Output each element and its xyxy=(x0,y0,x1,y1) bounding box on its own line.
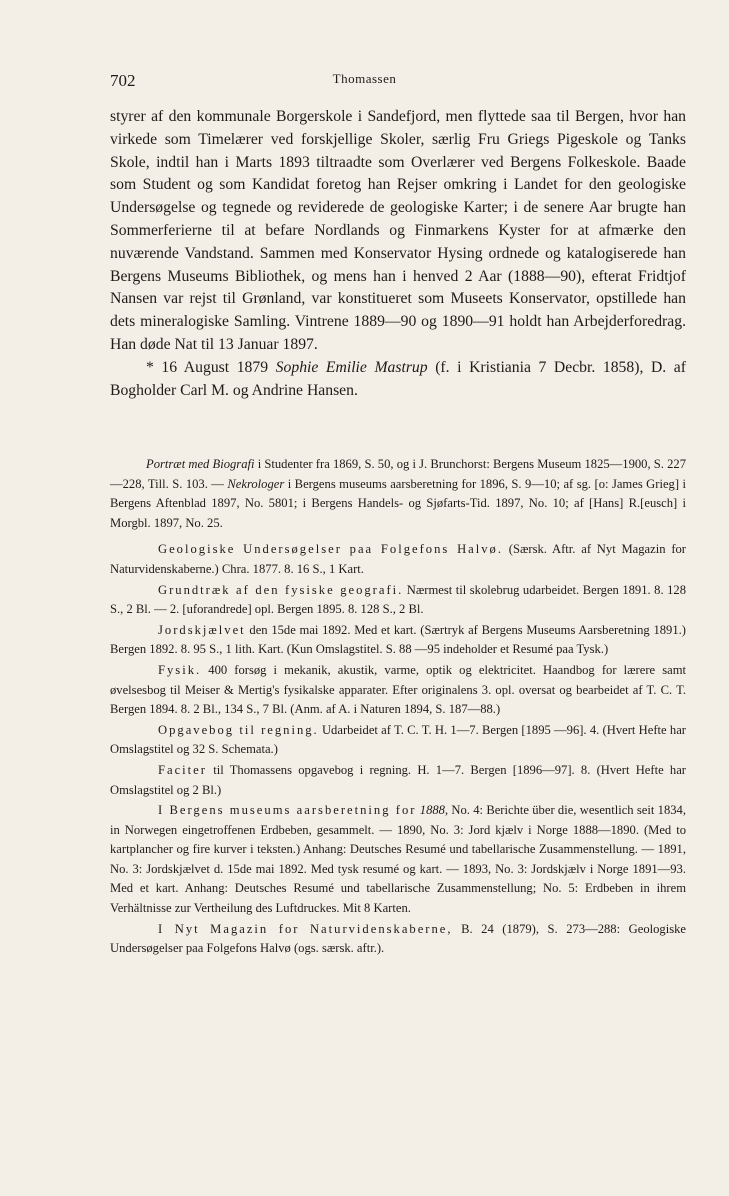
bibliography-entry xyxy=(110,581,686,620)
spouse-name: Sophie Emilie Mastrup xyxy=(275,358,428,376)
entry-lead: Fysik. xyxy=(158,662,202,677)
entry-text: Udarbeidet af T. C. T. H. 1—7. Bergen [1895 —96]. 4. (Hvert Hefte har Omslagstitel og 32 S. Schemata.) xyxy=(110,722,686,757)
biography-paragraph: styrer af den kommunale Borgerskole i Sandefjord, men flyttede saa til Bergen, hvor han virkede som Timelærer ved forskjellige Skoler, særlig Fru Griegs Pigeskole og Tanks Skole, indtil han i Marts 1893 tiltraadte som Overlærer ved Bergens Folkeskole. Baade som Student og som Kandidat foretog han Rejser omkring i Landet for den geologiske Undersøgelse og tegnede og reviderede de geologiske Karter; i de senere Aar brugte han Sommerferierne til at befare Nordlands og Finmarkens Kyster for at afmærke den nuværende Vandstand. Sammen med Konservator Hysing ordnede og katalogiserede han Bergens Museums Bibliothek, og mens han i henved 2 Aar (1888—90), efterat Fridtjof Nansen var rejst til Grønland, var konstitueret som Museets Konservator, opstillede han dets mineralogiske Samling. Vintrene 1889—90 og 1890—91 holdt han Arbejderforedrag. Han døde Nat til 13 Januar 1897. xyxy=(110,108,686,353)
main-text-block xyxy=(110,106,686,402)
marriage-prefix: * 16 August 1879 xyxy=(146,358,276,376)
page-number: 702 xyxy=(110,71,136,90)
entry-text-cont: , No. 4: Berichte über die, wesentlich seit 1834, in Norwegen eingetroffenen Erdbeben, gesammelt. — 1890, No. 3: Jord kjælv i Norge 1888—1890. (Med to kartplancher og fire kurver i teksten.) Anhang: Deutsches Resumé und tabellarische Zusammenstellung. — 1891, No. 3: Jordskjælvet d. 15de mai 1892. Med tysk resumé og kart. — 1893, No. 3: Jordskjælv i Norge 1891—93. Med et kart. Anhang: Deutsches Resumé und tabellarische Zusammenstellung; No. 5: Erdbeben in ihrem Verhältnisse zur Vertheilung des Luftdruckes. Mit 8 Karten. xyxy=(110,803,686,916)
entry-lead: Grundtræk af den fysiske geografi. xyxy=(158,582,404,597)
entry-italic: 1888 xyxy=(419,803,445,818)
entry-text: (Særsk. Aftr. af Nyt Magazin for Naturvidenskaberne.) Chra. 1877. 8. 16 S., 1 Kart. xyxy=(110,542,686,576)
entry-lead: Geologiske Undersøgelser paa Folgefons Halvø. xyxy=(158,542,504,557)
entry-text: til Thomassens opgavebog i regning. H. 1—7. Bergen [1896—97]. 8. (Hvert Hefte har Omslagstitel og 2 Bl.) xyxy=(110,762,686,797)
entry-text: 400 forsøg i mekanik, akustik, varme, optik og elektricitet. Haandbog for lærere samt øvelsesbog til Meiser & Mertig's fysikalske apparater. Efter originalens 3. opl. oversat og bearbeidet af T. C. T. Bergen 1894. 8. 2 Bl., 134 S., 7 Bl. (Anm. af A. i Naturen 1894, S. 187—88.) xyxy=(110,662,686,717)
entry-lead: Jordskjælvet xyxy=(158,622,246,637)
bibliography-entry xyxy=(110,455,686,533)
entry-lead: I Bergens museums aarsberetning for xyxy=(158,803,417,818)
entry-text-cont: i Bergens museums aarsberetning for 1896, S. 9—10; af sg. [o: James Grieg] i Bergens Aftenblad 1897, No. 5801; i Bergens Handels- og Sjøfarts-Tid. 1897, No. 10; af [Hans] R.[eusch] i Morgbl. 1897, No. 25. xyxy=(110,476,686,530)
entry-lead: Opgavebog til regning. xyxy=(158,722,319,737)
entry-text: Nærmest til skolebrug udarbeidet. Bergen 1891. 8. 128 S., 2 Bl. — 2. [uforandrede] opl. Bergen 1895. 8. 128 S., 2 Bl. xyxy=(110,582,686,617)
marriage-rest: (f. i Kristiania 7 Decbr. 1858), D. af Bogholder Carl M. og Andrine Hansen. xyxy=(110,358,686,399)
bibliography-entry xyxy=(110,721,686,760)
marriage-paragraph xyxy=(110,357,686,403)
entry-text: B. 24 (1879), S. 273—288: Geologiske Undersøgelser paa Folgefons Halvø (ogs. særsk. aftr.). xyxy=(110,921,686,956)
bibliography xyxy=(110,455,686,960)
bibliography-entry xyxy=(110,761,686,800)
entry-lead: Portræt med Biografi xyxy=(146,457,255,471)
bibliography-entry xyxy=(110,661,686,720)
bibliography-entry xyxy=(110,621,686,660)
entry-text: den 15de mai 1892. Med et kart. (Særtryk af Bergens Museums Aarsberetning 1891.) Bergen 1892. 8. 95 S., 1 lith. Kart. (Kun Omslagstitel. S. 88 —95 indeholder et Resumé paa Tysk.) xyxy=(110,622,686,657)
entry-lead: I Nyt Magazin for Naturvidenskaberne, xyxy=(158,921,453,936)
bibliography-entry xyxy=(110,920,686,959)
entry-lead: Faciter xyxy=(158,762,207,777)
entry-text: i Studenter fra 1869, S. 50, og i J. Brunchorst: Bergens Museum 1825—1900, S. 227—228, Till. S. 103. — xyxy=(110,457,686,491)
entry-italic: Nekrologer xyxy=(227,476,285,491)
bibliography-entry xyxy=(110,801,686,919)
running-head: Thomassen xyxy=(332,71,397,86)
bibliography-entry xyxy=(110,540,686,579)
